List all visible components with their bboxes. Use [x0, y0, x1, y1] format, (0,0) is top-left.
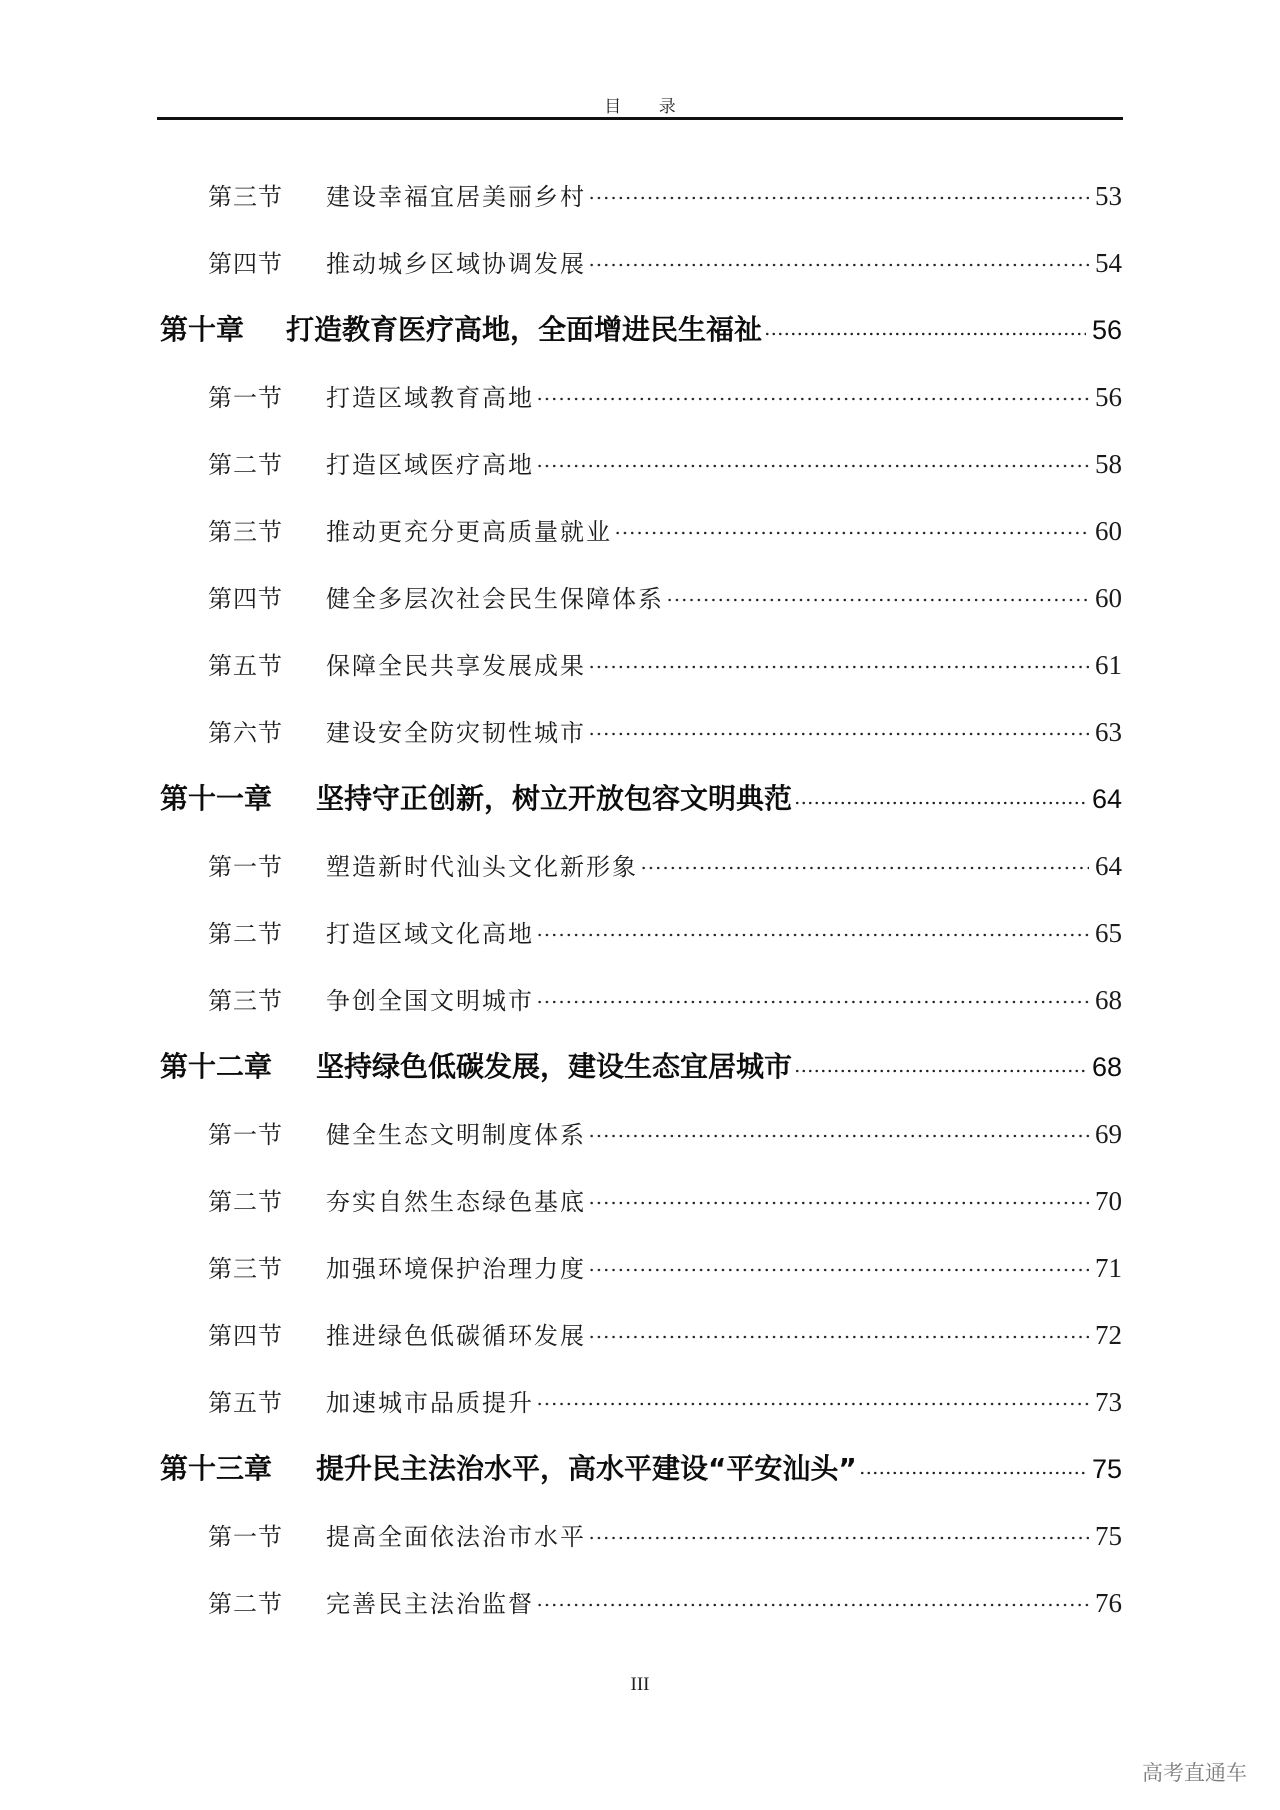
toc-page-number: 76 [1095, 1588, 1122, 1618]
toc-section-title: 打造区域教育高地 [326, 384, 534, 412]
toc-chapter-title: 坚持守正创新，树立开放包容文明典范 [316, 782, 793, 815]
toc-section-number: 第二节 [208, 1590, 283, 1618]
toc-chapter-number: 第十章 [160, 313, 245, 346]
toc-page-number: 61 [1095, 650, 1122, 680]
dot-leader [794, 800, 1086, 806]
toc-section-number: 第一节 [208, 384, 283, 412]
toc-section-row[interactable] [208, 713, 1122, 747]
toc-section-row[interactable] [208, 579, 1122, 613]
dot-leader [536, 932, 1089, 938]
dot-leader [859, 1470, 1086, 1476]
toc-section-title: 打造区域医疗高地 [326, 451, 534, 479]
toc-section-title: 健全生态文明制度体系 [326, 1121, 586, 1149]
dot-leader [640, 865, 1089, 871]
footer-page-number: III [630, 1674, 650, 1695]
toc-page-number: 68 [1091, 1052, 1122, 1082]
toc-section-title: 推进绿色低碳循环发展 [326, 1322, 586, 1350]
watermark-text: 高考直通车 [1142, 1761, 1247, 1785]
toc-chapter-title: 打造教育医疗高地，全面增进民生福祉 [286, 313, 763, 346]
dot-leader [764, 331, 1086, 337]
toc-chapter-title: 提升民主法治水平，高水平建设“平安汕头” [316, 1452, 857, 1485]
toc-page-number: 60 [1095, 516, 1122, 546]
toc-page-number: 73 [1095, 1387, 1122, 1417]
toc-page-number: 53 [1095, 181, 1122, 211]
dot-leader [614, 530, 1089, 536]
dot-leader [588, 195, 1089, 201]
toc-chapter-number: 第十三章 [160, 1452, 273, 1485]
toc-section-number: 第二节 [208, 920, 283, 948]
toc-section-row[interactable] [208, 847, 1122, 881]
toc-section-row[interactable] [208, 1249, 1122, 1283]
toc-section-title: 加速城市品质提升 [326, 1389, 534, 1417]
toc-chapter-number: 第十一章 [160, 782, 273, 815]
toc-section-row[interactable] [208, 1383, 1122, 1417]
toc-section-number: 第六节 [208, 719, 283, 747]
toc-page-number: 60 [1095, 583, 1122, 613]
toc-chapter-number: 第十二章 [160, 1050, 273, 1083]
toc-section-row[interactable] [208, 646, 1122, 680]
toc-page-number: 70 [1095, 1186, 1122, 1216]
toc-section-row[interactable] [208, 914, 1122, 948]
toc-section-number: 第一节 [208, 853, 283, 881]
toc-page-number: 58 [1095, 449, 1122, 479]
dot-leader [536, 1401, 1089, 1407]
toc-section-row[interactable] [208, 1115, 1122, 1149]
toc-section-row[interactable] [208, 1584, 1122, 1618]
toc-section-row[interactable] [208, 244, 1122, 278]
dot-leader [588, 262, 1089, 268]
dot-leader [588, 1334, 1089, 1340]
toc-section-row[interactable] [208, 445, 1122, 479]
dot-leader [536, 1602, 1089, 1608]
toc-section-row[interactable] [208, 177, 1122, 211]
dot-leader [588, 664, 1089, 670]
toc-section-title: 加强环境保护治理力度 [326, 1255, 586, 1283]
toc-section-row[interactable] [208, 1517, 1122, 1551]
toc-page-number: 69 [1095, 1119, 1122, 1149]
toc-section-number: 第四节 [208, 250, 283, 278]
dot-leader [536, 999, 1089, 1005]
toc-section-title: 推动城乡区域协调发展 [326, 250, 586, 278]
toc-section-title: 夯实自然生态绿色基底 [326, 1188, 586, 1216]
toc-page-number: 56 [1091, 315, 1122, 345]
toc-section-number: 第一节 [208, 1523, 283, 1551]
toc-section-number: 第五节 [208, 652, 283, 680]
dot-leader [588, 1200, 1089, 1206]
dot-leader [588, 1267, 1089, 1273]
toc-page-number: 65 [1095, 918, 1122, 948]
toc-chapter-row[interactable] [160, 777, 1122, 813]
dot-leader [588, 1133, 1089, 1139]
toc-page-number: 63 [1095, 717, 1122, 747]
toc-section-title: 提高全面依法治市水平 [326, 1523, 586, 1551]
dot-leader [588, 1535, 1089, 1541]
toc-page-number: 72 [1095, 1320, 1122, 1350]
toc-page-number: 75 [1095, 1521, 1122, 1551]
toc-chapter-row[interactable] [160, 1045, 1122, 1081]
toc-page-number: 64 [1091, 784, 1122, 814]
toc-section-number: 第二节 [208, 451, 283, 479]
dot-leader [536, 396, 1089, 402]
toc-section-title: 推动更充分更高质量就业 [326, 518, 612, 546]
toc-section-title: 健全多层次社会民生保障体系 [326, 585, 664, 613]
dot-leader [666, 597, 1089, 603]
toc-page-number: 68 [1095, 985, 1122, 1015]
toc-section-number: 第一节 [208, 1121, 283, 1149]
toc-page-number: 64 [1095, 851, 1122, 881]
toc-section-row[interactable] [208, 1182, 1122, 1216]
toc-section-row[interactable] [208, 1316, 1122, 1350]
toc-chapter-title: 坚持绿色低碳发展，建设生态宜居城市 [316, 1050, 793, 1083]
header-rule-divider [157, 117, 1123, 120]
page-header-title: 目 录 [604, 97, 692, 117]
toc-section-number: 第三节 [208, 1255, 283, 1283]
toc-page-number: 56 [1095, 382, 1122, 412]
dot-leader [794, 1068, 1086, 1074]
toc-section-row[interactable] [208, 378, 1122, 412]
toc-section-title: 保障全民共享发展成果 [326, 652, 586, 680]
toc-section-title: 打造区域文化高地 [326, 920, 534, 948]
toc-section-title: 完善民主法治监督 [326, 1590, 534, 1618]
toc-chapter-row[interactable] [160, 1447, 1122, 1483]
toc-section-title: 争创全国文明城市 [326, 987, 534, 1015]
toc-section-number: 第二节 [208, 1188, 283, 1216]
dot-leader [588, 731, 1089, 737]
toc-section-row[interactable] [208, 512, 1122, 546]
toc-page-number: 54 [1095, 248, 1122, 278]
toc-section-title: 塑造新时代汕头文化新形象 [326, 853, 638, 881]
toc-section-title: 建设幸福宜居美丽乡村 [326, 183, 586, 211]
toc-page-number: 75 [1091, 1454, 1122, 1484]
toc-section-title: 建设安全防灾韧性城市 [326, 719, 586, 747]
toc-section-number: 第五节 [208, 1389, 283, 1417]
toc-section-number: 第三节 [208, 987, 283, 1015]
toc-section-number: 第三节 [208, 183, 283, 211]
toc-chapter-row[interactable] [160, 308, 1122, 344]
toc-section-number: 第四节 [208, 1322, 283, 1350]
toc-section-number: 第四节 [208, 585, 283, 613]
dot-leader [536, 463, 1089, 469]
toc-section-number: 第三节 [208, 518, 283, 546]
toc-page-number: 71 [1095, 1253, 1122, 1283]
toc-section-row[interactable] [208, 981, 1122, 1015]
